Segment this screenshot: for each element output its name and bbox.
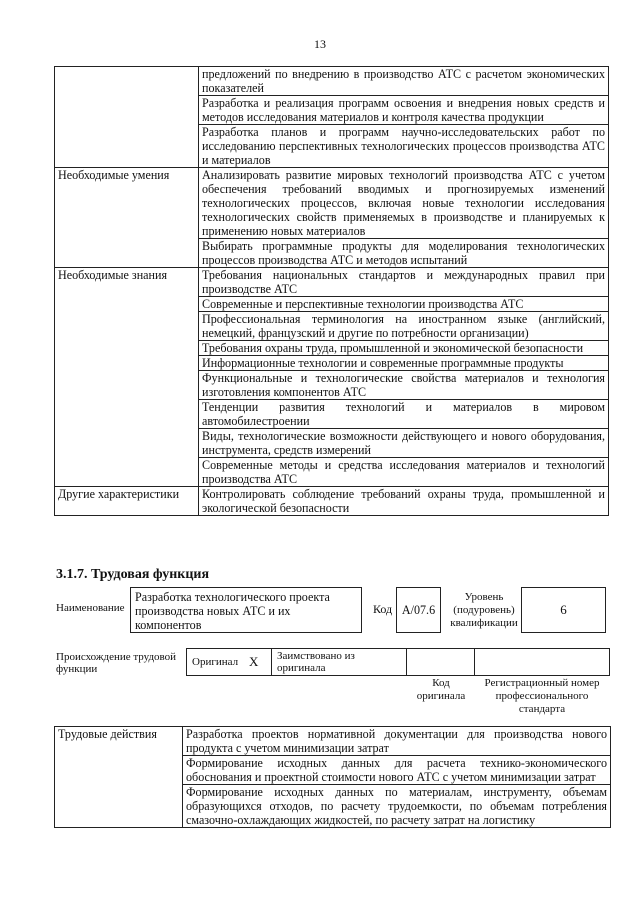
reg-number-cell xyxy=(474,648,610,676)
row-item: Тенденции развития технологий и материалов в мировом автомобилестроении xyxy=(199,400,609,429)
level-value-box: 6 xyxy=(521,587,606,633)
row-item: Разработка планов и программ научно-исследовательских работ по исследованию перспективных технологических процессов производства АТС и материалов xyxy=(199,125,609,168)
borrowed-cell xyxy=(271,648,407,676)
row-label: Другие характеристики xyxy=(55,487,199,516)
table-row xyxy=(55,487,609,516)
row-label: Необходимые умения xyxy=(55,168,199,268)
row-label: Необходимые знания xyxy=(55,268,199,487)
row-item: Контролировать соблюдение требований охраны труда, промышленной и экологической безопасности xyxy=(199,487,609,516)
row-item: Функциональные и технологические свойства материалов и технология изготовления компонентов АТС xyxy=(199,371,609,400)
table-row xyxy=(55,268,609,297)
row-item: Формирование исходных данных по материалам, инструменту, объемам образующихся отходов, по расчету трудоемкости, по объемам потребления смазочно-охлаждающих жидкостей, по расчету затрат на логистику xyxy=(183,785,611,828)
section-heading: 3.1.7. Трудовая функция xyxy=(56,567,210,582)
name-label: Наименование xyxy=(56,602,125,614)
table-row xyxy=(55,727,611,756)
row-item: Профессиональная терминология на иностранном языке (английский, немецкий, французский и другие по потребности организации) xyxy=(199,312,609,341)
borrowed-label: Заимствовано из оригинала xyxy=(277,650,355,674)
page-number: 13 xyxy=(314,37,326,51)
row-item: Выбирать программные продукты для моделирования технологических процессов производства АТС и методов испытаний xyxy=(199,239,609,268)
level-label: Уровень (подуровень) квалификации xyxy=(450,591,518,629)
row-item: Современные и перспективные технологии производства АТС xyxy=(199,297,609,312)
table-row xyxy=(55,67,609,96)
row-item: Анализировать развитие мировых технологий производства АТС с учетом обеспечения требований вводимых и прогнозируемых изменений технологических процессов, включая новые технологии исследования технологических свойств применяемых в производстве и планируемых к применению новых материалов xyxy=(199,168,609,239)
row-label xyxy=(55,67,199,168)
row-item: Разработка и реализация программ освоения и внедрения новых средств и методов исследования материалов и контроля качества продукции xyxy=(199,96,609,125)
row-item: Требования национальных стандартов и международных правил при производстве АТС xyxy=(199,268,609,297)
row-item: Формирование исходных данных для расчета технико-экономического обоснования и проектной стоимости нового АТС с учетом минимизации затрат xyxy=(183,756,611,785)
original-mark: X xyxy=(249,654,259,669)
table-row xyxy=(55,168,609,239)
row-item: Требования охраны труда, промышленной и экономической безопасности xyxy=(199,341,609,356)
row-item: Разработка проектов нормативной документации для производства нового продукта с учетом минимизации затрат xyxy=(183,727,611,756)
code-label: Код xyxy=(373,602,393,616)
origin-label: Происхождение трудовой функции xyxy=(56,651,177,675)
reg-caption: Регистрационный номер профессионального стандарта xyxy=(484,677,600,715)
labor-actions-table xyxy=(54,726,611,828)
origin-code-cell xyxy=(406,648,475,676)
function-code-box: A/07.6 xyxy=(396,587,441,633)
row-item: предложений по внедрению в производство АТС с расчетом экономических показателей xyxy=(199,67,609,96)
competency-table xyxy=(54,66,609,516)
row-label: Трудовые действия xyxy=(55,727,183,828)
row-item: Современные методы и средства исследования материалов и технологий производства АТС xyxy=(199,458,609,487)
row-item: Информационные технологии и современные программные продукты xyxy=(199,356,609,371)
original-label: Оригинал xyxy=(192,656,239,668)
original-cell xyxy=(186,648,272,676)
row-item: Виды, технологические возможности действующего и нового оборудования, инструмента, средств измерений xyxy=(199,429,609,458)
code-caption: Код оригинала xyxy=(416,677,466,702)
function-name-box: Разработка технологического проекта производства новых АТС и их компонентов xyxy=(130,587,362,633)
